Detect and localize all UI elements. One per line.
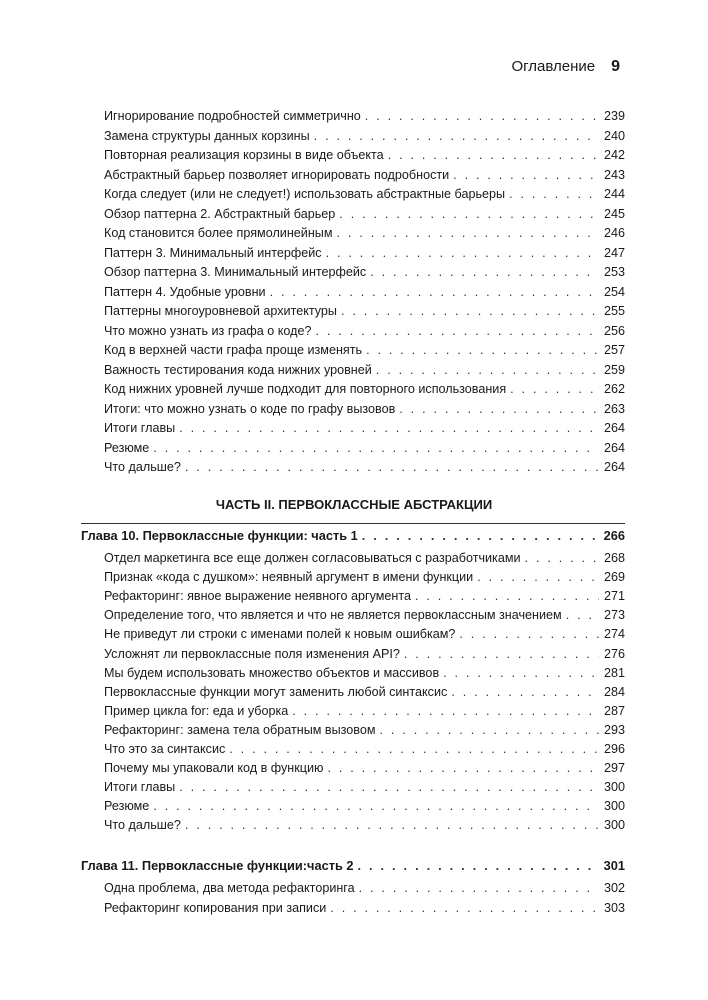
toc-entry[interactable] bbox=[104, 899, 625, 918]
entry-page: 269 bbox=[603, 570, 625, 585]
entry-page: 262 bbox=[603, 382, 625, 396]
entry-title: Код нижних уровней лучше подходит для повторного использования bbox=[104, 382, 507, 396]
entry-title: Что можно узнать из графа о коде? bbox=[104, 323, 312, 338]
dot-leader bbox=[341, 302, 599, 320]
entry-page: 302 bbox=[603, 881, 625, 895]
dot-leader bbox=[229, 740, 599, 758]
running-title: Оглавление bbox=[511, 58, 596, 75]
toc-entry[interactable] bbox=[104, 380, 625, 399]
dot-leader bbox=[337, 224, 600, 242]
entry-title: Резюме bbox=[104, 440, 150, 455]
entry-title: Что это за синтаксис bbox=[104, 742, 226, 756]
dot-leader bbox=[270, 283, 599, 301]
entry-title: Итоги: что можно узнать о коде по графу вызовов bbox=[104, 401, 396, 416]
entry-page: 263 bbox=[603, 401, 625, 416]
entry-page: 259 bbox=[603, 362, 625, 377]
entry-page: 255 bbox=[603, 304, 625, 318]
toc-entry[interactable] bbox=[104, 721, 625, 740]
entry-title: Пример цикла for: еда и уборка bbox=[104, 703, 289, 718]
entry-title: Что дальше? bbox=[104, 818, 181, 833]
toc-entry[interactable] bbox=[104, 683, 625, 702]
chapter-title: Глава 11. Первоклассные функции:часть 2 bbox=[81, 858, 354, 873]
entry-title: Обзор паттерна 3. Минимальный интерфейс bbox=[104, 265, 367, 279]
dot-leader bbox=[451, 683, 599, 701]
toc-entry[interactable] bbox=[104, 439, 625, 458]
toc-entry[interactable] bbox=[104, 361, 625, 380]
dot-leader bbox=[459, 625, 599, 643]
dot-leader bbox=[362, 527, 599, 545]
toc-entry[interactable] bbox=[104, 302, 625, 321]
entry-title: Когда следует (или не следует!) использовать абстрактные барьеры bbox=[104, 187, 506, 201]
entry-title: Рефакторинг: замена тела обратным вызовом bbox=[104, 722, 376, 737]
dot-leader bbox=[566, 606, 599, 624]
dot-leader bbox=[510, 380, 599, 398]
entry-title: Первоклассные функции могут заменить любой синтаксис bbox=[104, 684, 448, 699]
entry-title: Что дальше? bbox=[104, 460, 181, 474]
dot-leader bbox=[358, 857, 599, 875]
page-header bbox=[511, 58, 620, 76]
entry-title: Код становится более прямолинейным bbox=[104, 226, 333, 240]
dot-leader bbox=[453, 166, 599, 184]
entry-title: Определение того, что является и что не является первоклассным значением bbox=[104, 608, 562, 623]
entry-page: 242 bbox=[603, 148, 625, 162]
entry-title: Почему мы упаковали код в функцию bbox=[104, 761, 324, 776]
entry-page: 276 bbox=[603, 646, 625, 661]
entry-page: 281 bbox=[603, 665, 625, 680]
dot-leader bbox=[525, 549, 599, 567]
entry-page: 300 bbox=[603, 799, 625, 814]
entry-title: Рефакторинг копирования при записи bbox=[104, 900, 327, 915]
entry-page: 244 bbox=[603, 187, 625, 201]
dot-leader bbox=[477, 568, 599, 586]
entry-title: Паттерны многоуровневой архитектуры bbox=[104, 304, 337, 318]
dot-leader bbox=[179, 778, 599, 796]
toc-chapter-10[interactable] bbox=[81, 527, 625, 546]
entry-page: 256 bbox=[603, 323, 625, 338]
chapter-title: Глава 10. Первоклассные функции: часть 1 bbox=[81, 528, 358, 543]
dot-leader bbox=[443, 664, 599, 682]
toc-entry[interactable] bbox=[104, 458, 625, 477]
toc-entry[interactable] bbox=[104, 146, 625, 165]
toc-entry[interactable] bbox=[104, 341, 625, 360]
dot-leader bbox=[339, 205, 599, 223]
entry-page: 300 bbox=[603, 780, 625, 795]
part-divider bbox=[81, 523, 625, 524]
toc-entry[interactable] bbox=[104, 664, 625, 683]
entry-title: Мы будем использовать множество объектов и массивов bbox=[104, 665, 440, 680]
chapter-page: 301 bbox=[603, 858, 625, 873]
entry-title: Отдел маркетинга все еще должен согласовываться с разработчиками bbox=[104, 551, 521, 565]
dot-leader bbox=[359, 879, 599, 897]
toc-entry[interactable] bbox=[104, 283, 625, 302]
toc-entry[interactable] bbox=[104, 166, 625, 185]
entry-title: Усложнят ли первоклассные поля изменения API? bbox=[104, 646, 400, 661]
entry-page: 284 bbox=[603, 684, 625, 699]
entry-title: Замена структуры данных корзины bbox=[104, 128, 310, 143]
entry-page: 239 bbox=[603, 109, 625, 123]
entry-title: Игнорирование подробностей симметрично bbox=[104, 109, 361, 123]
toc-entry[interactable] bbox=[104, 879, 625, 898]
entry-title: Не приведут ли строки с именами полей к новым ошибкам? bbox=[104, 627, 456, 642]
dot-leader bbox=[380, 721, 599, 739]
toc-entry[interactable] bbox=[104, 549, 625, 568]
toc-entry[interactable] bbox=[104, 587, 625, 606]
dot-leader bbox=[185, 458, 599, 476]
entry-page: 253 bbox=[603, 265, 625, 279]
entry-page: 247 bbox=[603, 245, 625, 260]
toc-chapter-11[interactable] bbox=[81, 857, 625, 876]
entry-title: Рефакторинг: явное выражение неявного аргумента bbox=[104, 589, 411, 604]
entry-title: Резюме bbox=[104, 799, 150, 814]
dot-leader bbox=[314, 127, 599, 145]
toc-entry[interactable] bbox=[104, 645, 625, 664]
dot-leader bbox=[388, 146, 599, 164]
toc-entry[interactable] bbox=[104, 419, 625, 438]
toc-entry[interactable] bbox=[104, 205, 625, 224]
entry-title: Важность тестирования кода нижних уровней bbox=[104, 362, 372, 377]
dot-leader bbox=[376, 361, 599, 379]
entry-title: Обзор паттерна 2. Абстрактный барьер bbox=[104, 206, 336, 221]
toc-entry[interactable] bbox=[104, 702, 625, 721]
entry-page: 254 bbox=[603, 284, 625, 299]
entry-page: 297 bbox=[603, 761, 625, 776]
toc-entry[interactable] bbox=[104, 322, 625, 341]
dot-leader bbox=[185, 816, 599, 834]
toc-entry[interactable] bbox=[104, 224, 625, 243]
entry-page: 273 bbox=[603, 608, 625, 623]
dot-leader bbox=[370, 263, 599, 281]
entry-page: 296 bbox=[603, 742, 625, 756]
entry-title: Итоги главы bbox=[104, 780, 176, 795]
toc-entry[interactable] bbox=[104, 185, 625, 204]
dot-leader bbox=[330, 899, 599, 917]
toc-entry[interactable] bbox=[104, 107, 625, 126]
entry-title: Признак «кода с душком»: неявный аргумент в имени функции bbox=[104, 570, 474, 585]
dot-leader bbox=[366, 341, 599, 359]
entry-title: Повторная реализация корзины в виде объекта bbox=[104, 148, 384, 162]
dot-leader bbox=[292, 702, 599, 720]
chapter-page: 266 bbox=[603, 528, 625, 543]
entry-page: 271 bbox=[603, 589, 625, 604]
dot-leader bbox=[326, 244, 599, 262]
toc-entry[interactable] bbox=[104, 816, 625, 835]
dot-leader bbox=[509, 185, 599, 203]
dot-leader bbox=[327, 759, 599, 777]
toc-entry[interactable] bbox=[104, 606, 625, 625]
entry-page: 268 bbox=[603, 551, 625, 565]
dot-leader bbox=[316, 322, 599, 340]
dot-leader bbox=[415, 587, 599, 605]
entry-page: 257 bbox=[603, 343, 625, 357]
toc-entry[interactable] bbox=[104, 568, 625, 587]
dot-leader bbox=[365, 107, 599, 125]
toc-entry[interactable] bbox=[104, 400, 625, 419]
entry-page: 303 bbox=[603, 900, 625, 915]
entry-title: Итоги главы bbox=[104, 421, 176, 435]
entry-page: 245 bbox=[603, 206, 625, 221]
dot-leader bbox=[153, 797, 599, 815]
entry-title: Паттерн 3. Минимальный интерфейс bbox=[104, 245, 322, 260]
dot-leader bbox=[179, 419, 599, 437]
toc-entry[interactable] bbox=[104, 740, 625, 759]
entry-title: Абстрактный барьер позволяет игнорировать подробности bbox=[104, 167, 450, 182]
entry-title: Код в верхней части графа проще изменять bbox=[104, 343, 363, 357]
entry-page: 264 bbox=[603, 421, 625, 435]
toc-entry[interactable] bbox=[104, 797, 625, 816]
dot-leader bbox=[153, 439, 599, 457]
toc-entry[interactable] bbox=[104, 244, 625, 263]
dot-leader bbox=[399, 400, 599, 418]
dot-leader bbox=[404, 645, 599, 663]
page-number: 9 bbox=[611, 58, 620, 75]
entry-page: 243 bbox=[603, 167, 625, 182]
entry-page: 274 bbox=[603, 627, 625, 642]
entry-title: Одна проблема, два метода рефакторинга bbox=[104, 881, 355, 895]
entry-page: 246 bbox=[603, 226, 625, 240]
entry-page: 300 bbox=[603, 818, 625, 833]
toc-entry[interactable] bbox=[104, 759, 625, 778]
toc-entry[interactable] bbox=[104, 263, 625, 282]
entry-page: 264 bbox=[603, 460, 625, 474]
toc-entry[interactable] bbox=[104, 778, 625, 797]
entry-page: 293 bbox=[603, 722, 625, 737]
part-heading: ЧАСТЬ II. ПЕРВОКЛАССНЫЕ АБСТРАКЦИИ bbox=[215, 497, 493, 512]
entry-page: 287 bbox=[603, 703, 625, 718]
entry-page: 264 bbox=[603, 440, 625, 455]
toc-entry[interactable] bbox=[104, 625, 625, 644]
entry-page: 240 bbox=[603, 128, 625, 143]
toc-entry[interactable] bbox=[104, 127, 625, 146]
entry-title: Паттерн 4. Удобные уровни bbox=[104, 284, 266, 299]
